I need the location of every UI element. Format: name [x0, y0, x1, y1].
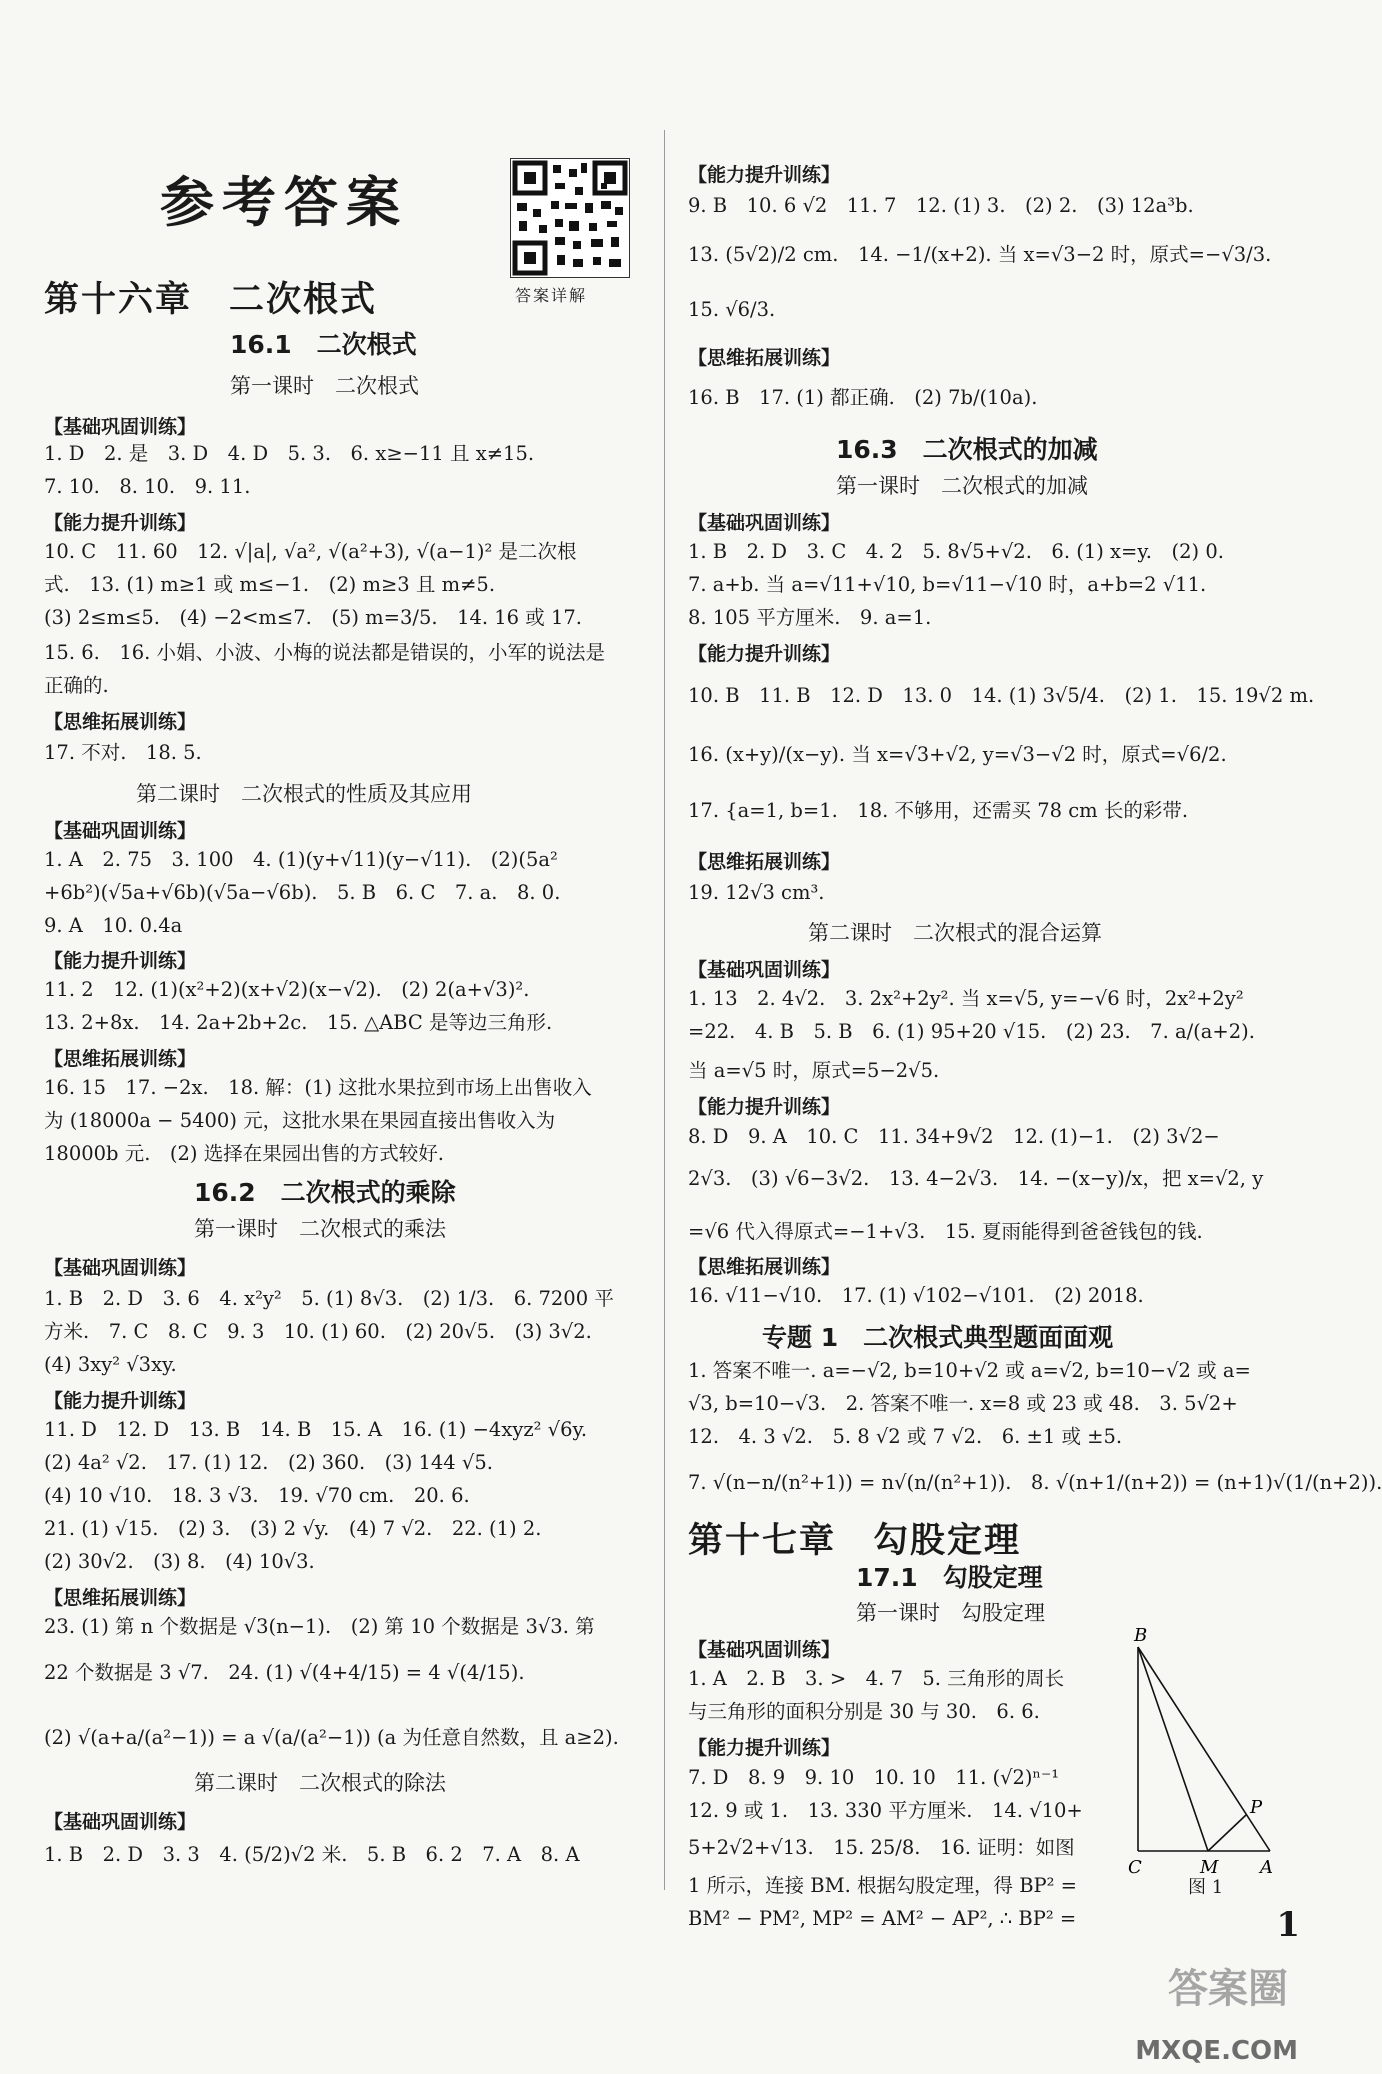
exercise-tag: 【基础巩固训练】 — [688, 512, 841, 534]
answer-line: 15. 6. 16. 小娟、小波、小梅的说法都是错误的，小军的说法是 — [44, 641, 606, 664]
answer-line: 7. √(n−n/(n²+1)) = n√(n/(n²+1)). 8. √(n+1/(n+2)) = (n+1)√(1/(n+2)). — [688, 1471, 1382, 1494]
exercise-tag: 【基础巩固训练】 — [688, 959, 841, 981]
answer-line: 10. C 11. 60 12. √|a|, √a², √(a²+3), √(a−1)² 是二次根 — [44, 540, 577, 563]
answer-line: 15. √6/3. — [688, 298, 776, 321]
answer-line: (3) 2≤m≤5. (4) −2<m≤7. (5) m=3/5. 14. 16 或 17. — [44, 606, 583, 629]
exercise-tag: 【能力提升训练】 — [44, 950, 197, 972]
figure-caption: 图 1 — [1188, 1877, 1224, 1898]
exercise-tag: 【基础巩固训练】 — [44, 820, 197, 842]
answer-line: 12. 9 或 1. 13. 330 平方厘米. 14. √10+ — [688, 1799, 1083, 1822]
answer-line: 19. 12√3 cm³. — [688, 881, 825, 904]
section-title: 专题 1 二次根式典型题面面观 — [762, 1323, 1114, 1352]
answer-line: 13. 2+8x. 14. 2a+2b+2c. 15. △ABC 是等边三角形. — [44, 1011, 553, 1034]
answer-line: 16. (x+y)/(x−y). 当 x=√3+√2, y=√3−√2 时，原式=√6/2. — [688, 743, 1227, 766]
answer-line: (4) 10 √10. 18. 3 √3. 19. √70 cm. 20. 6. — [44, 1484, 470, 1507]
answer-line: 17. 不对. 18. 5. — [44, 741, 202, 764]
answer-line: 当 a=√5 时，原式=5−2√5. — [688, 1059, 940, 1082]
lesson-title: 第二课时 二次根式的混合运算 — [808, 921, 1102, 945]
figure-label-b: B — [1134, 1625, 1148, 1646]
page-number: 1 — [1276, 1905, 1300, 1945]
answer-line: 16. B 17. (1) 都正确. (2) 7b/(10a). — [688, 386, 1038, 409]
exercise-tag: 【思维拓展训练】 — [688, 851, 841, 873]
exercise-tag: 【能力提升训练】 — [688, 164, 841, 186]
answer-line: 1. B 2. D 3. 6 4. x²y² 5. (1) 8√3. (2) 1/3. 6. 7200 平 — [44, 1287, 614, 1310]
chapter-title: 第十六章 二次根式 — [44, 279, 378, 320]
answer-line: 11. D 12. D 13. B 14. B 15. A 16. (1) −4xyz² √6y. — [44, 1418, 588, 1441]
lesson-title: 第一课时 勾股定理 — [856, 1601, 1045, 1625]
answer-line: 正确的. — [44, 674, 109, 697]
answer-line: 2√3. (3) √6−3√2. 13. 4−2√3. 14. −(x−y)/x，把 x=√2, y — [688, 1167, 1264, 1190]
answer-line: 1. A 2. B 3. > 4. 7 5. 三角形的周长 — [688, 1667, 1065, 1690]
answer-line: 1 所示，连接 BM. 根据勾股定理，得 BP² = — [688, 1874, 1078, 1897]
answer-line: =22. 4. B 5. B 6. (1) 95+20 √15. (2) 23. 7. a/(a+2). — [688, 1020, 1255, 1043]
answer-line: 1. 13 2. 4√2. 3. 2x²+2y². 当 x=√5, y=−√6 时，2x²+2y² — [688, 987, 1244, 1010]
qr-code-icon[interactable] — [510, 158, 630, 278]
answer-line: 22 个数据是 3 √7. 24. (1) √(4+4/15) = 4 √(4/15). — [44, 1661, 525, 1684]
lesson-title: 第一课时 二次根式的乘法 — [194, 1217, 446, 1241]
lesson-title: 第二课时 二次根式的性质及其应用 — [136, 782, 472, 806]
answer-line: 1. 答案不唯一. a=−√2, b=10+√2 或 a=√2, b=10−√2 或 a= — [688, 1359, 1251, 1382]
answer-line: 7. a+b. 当 a=√11+√10, b=√11−√10 时，a+b=2 √11. — [688, 573, 1207, 596]
section-title: 16.2 二次根式的乘除 — [194, 1178, 456, 1207]
answer-line: 1. B 2. D 3. C 4. 2 5. 8√5+√2. 6. (1) x=y. (2) 0. — [688, 540, 1224, 563]
answer-line: (2) √(a+a/(a²−1)) = a √(a/(a²−1)) (a 为任意自然数，且 a≥2). — [44, 1726, 619, 1749]
answer-line: 1. D 2. 是 3. D 4. D 5. 3. 6. x≥−11 且 x≠15. — [44, 442, 535, 465]
exercise-tag: 【思维拓展训练】 — [44, 1048, 197, 1070]
answer-line: 13. (5√2)/2 cm. 14. −1/(x+2). 当 x=√3−2 时，原式=−√3/3. — [688, 243, 1272, 266]
exercise-tag: 【能力提升训练】 — [44, 1390, 197, 1412]
answer-line: 9. B 10. 6 √2 11. 7 12. (1) 3. (2) 2. (3) 12a³b. — [688, 194, 1194, 217]
section-title: 16.1 二次根式 — [230, 330, 417, 359]
figure-1 — [1120, 1625, 1280, 1898]
answer-line: 16. √11−√10. 17. (1) √102−√101. (2) 2018. — [688, 1284, 1144, 1307]
exercise-tag: 【能力提升训练】 — [688, 643, 841, 665]
section-title: 16.3 二次根式的加减 — [836, 435, 1098, 464]
exercise-tag: 【能力提升训练】 — [688, 1096, 841, 1118]
answer-line: 10. B 11. B 12. D 13. 0 14. (1) 3√5/4. (2) 1. 15. 19√2 m. — [688, 684, 1315, 707]
exercise-tag: 【思维拓展训练】 — [44, 711, 197, 733]
exercise-tag: 【基础巩固训练】 — [44, 416, 197, 438]
answer-line: 方米. 7. C 8. C 9. 3 10. (1) 60. (2) 20√5. (3) 3√2. — [44, 1320, 592, 1343]
answer-line: =√6 代入得原式=−1+√3. 15. 夏雨能得到爸爸钱包的钱. — [688, 1220, 1203, 1243]
answer-line: 18000b 元. (2) 选择在果园出售的方式较好. — [44, 1142, 444, 1165]
answer-line: 16. 15 17. −2x. 18. 解：(1) 这批水果拉到市场上出售收入 — [44, 1076, 592, 1099]
answer-line: 8. D 9. A 10. C 11. 34+9√2 12. (1)−1. (2) 3√2− — [688, 1125, 1220, 1148]
answer-line: 21. (1) √15. (2) 3. (3) 2 √y. (4) 7 √2. 22. (1) 2. — [44, 1517, 542, 1540]
answer-line: 7. D 8. 9 9. 10 10. 10 11. (√2)ⁿ⁻¹ — [688, 1766, 1060, 1789]
answer-line: (4) 3xy² √3xy. — [44, 1353, 177, 1376]
answer-line: 为 (18000a − 5400) 元，这批水果在果园直接出售收入为 — [44, 1109, 556, 1132]
figure-label-a: A — [1260, 1857, 1273, 1878]
exercise-tag: 【能力提升训练】 — [688, 1737, 841, 1759]
answer-line: (2) 4a² √2. 17. (1) 12. (2) 360. (3) 144 √5. — [44, 1451, 493, 1474]
answer-line: 23. (1) 第 n 个数据是 √3(n−1). (2) 第 10 个数据是 3√3. 第 — [44, 1615, 595, 1638]
answer-line: 与三角形的面积分别是 30 与 30. 6. 6. — [688, 1700, 1040, 1723]
column-divider — [664, 130, 665, 1890]
figure-label-p: P — [1250, 1797, 1263, 1818]
watermark: MXQE.COM — [1135, 2036, 1298, 2066]
qr-label: 答案详解 — [515, 286, 588, 305]
answer-line: BM² − PM², MP² = AM² − AP², ∴ BP² = — [688, 1907, 1077, 1930]
answer-line: 12. 4. 3 √2. 5. 8 √2 或 7 √2. 6. ±1 或 ±5. — [688, 1425, 1123, 1448]
watermark-logo: 答案圈 — [1168, 1966, 1288, 2012]
lesson-title: 第一课时 二次根式的加减 — [836, 474, 1088, 498]
answer-line: 1. B 2. D 3. 3 4. (5/2)√2 米. 5. B 6. 2 7. A 8. A — [44, 1843, 580, 1866]
answer-line: 9. A 10. 0.4a — [44, 914, 183, 937]
lesson-title: 第一课时 二次根式 — [230, 374, 419, 398]
section-title: 17.1 勾股定理 — [856, 1563, 1043, 1592]
answer-line: 5+2√2+√13. 15. 25/8. 16. 证明：如图 — [688, 1836, 1075, 1859]
lesson-title: 第二课时 二次根式的除法 — [194, 1771, 446, 1795]
exercise-tag: 【基础巩固训练】 — [688, 1639, 841, 1661]
answer-line: (2) 30√2. (3) 8. (4) 10√3. — [44, 1550, 315, 1573]
exercise-tag: 【基础巩固训练】 — [44, 1257, 197, 1279]
chapter-title: 第十七章 勾股定理 — [688, 1520, 1022, 1561]
answer-line: 17. {a=1, b=1. 18. 不够用，还需买 78 cm 长的彩带. — [688, 799, 1189, 822]
answer-line: +6b²)(√5a+√6b)(√5a−√6b). 5. B 6. C 7. a. 8. 0. — [44, 881, 561, 904]
answer-line: 7. 10. 8. 10. 9. 11. — [44, 475, 251, 498]
exercise-tag: 【思维拓展训练】 — [688, 347, 841, 369]
exercise-tag: 【思维拓展训练】 — [688, 1256, 841, 1278]
answer-line: 8. 105 平方厘米. 9. a=1. — [688, 606, 932, 629]
answer-line: 式. 13. (1) m≥1 或 m≤−1. (2) m≥3 且 m≠5. — [44, 573, 496, 596]
figure-label-c: C — [1128, 1857, 1142, 1878]
answer-line: 11. 2 12. (1)(x²+2)(x+√2)(x−√2). (2) 2(a+√3)². — [44, 978, 530, 1001]
page-title: 参考答案 — [160, 170, 408, 234]
exercise-tag: 【基础巩固训练】 — [44, 1811, 197, 1833]
answer-line: 1. A 2. 75 3. 100 4. (1)(y+√11)(y−√11). (2)(5a² — [44, 848, 558, 871]
exercise-tag: 【能力提升训练】 — [44, 512, 197, 534]
answer-line: √3, b=10−√3. 2. 答案不唯一. x=8 或 23 或 48. 3. 5√2+ — [688, 1392, 1238, 1415]
figure-label-m: M — [1200, 1857, 1219, 1878]
exercise-tag: 【思维拓展训练】 — [44, 1587, 197, 1609]
